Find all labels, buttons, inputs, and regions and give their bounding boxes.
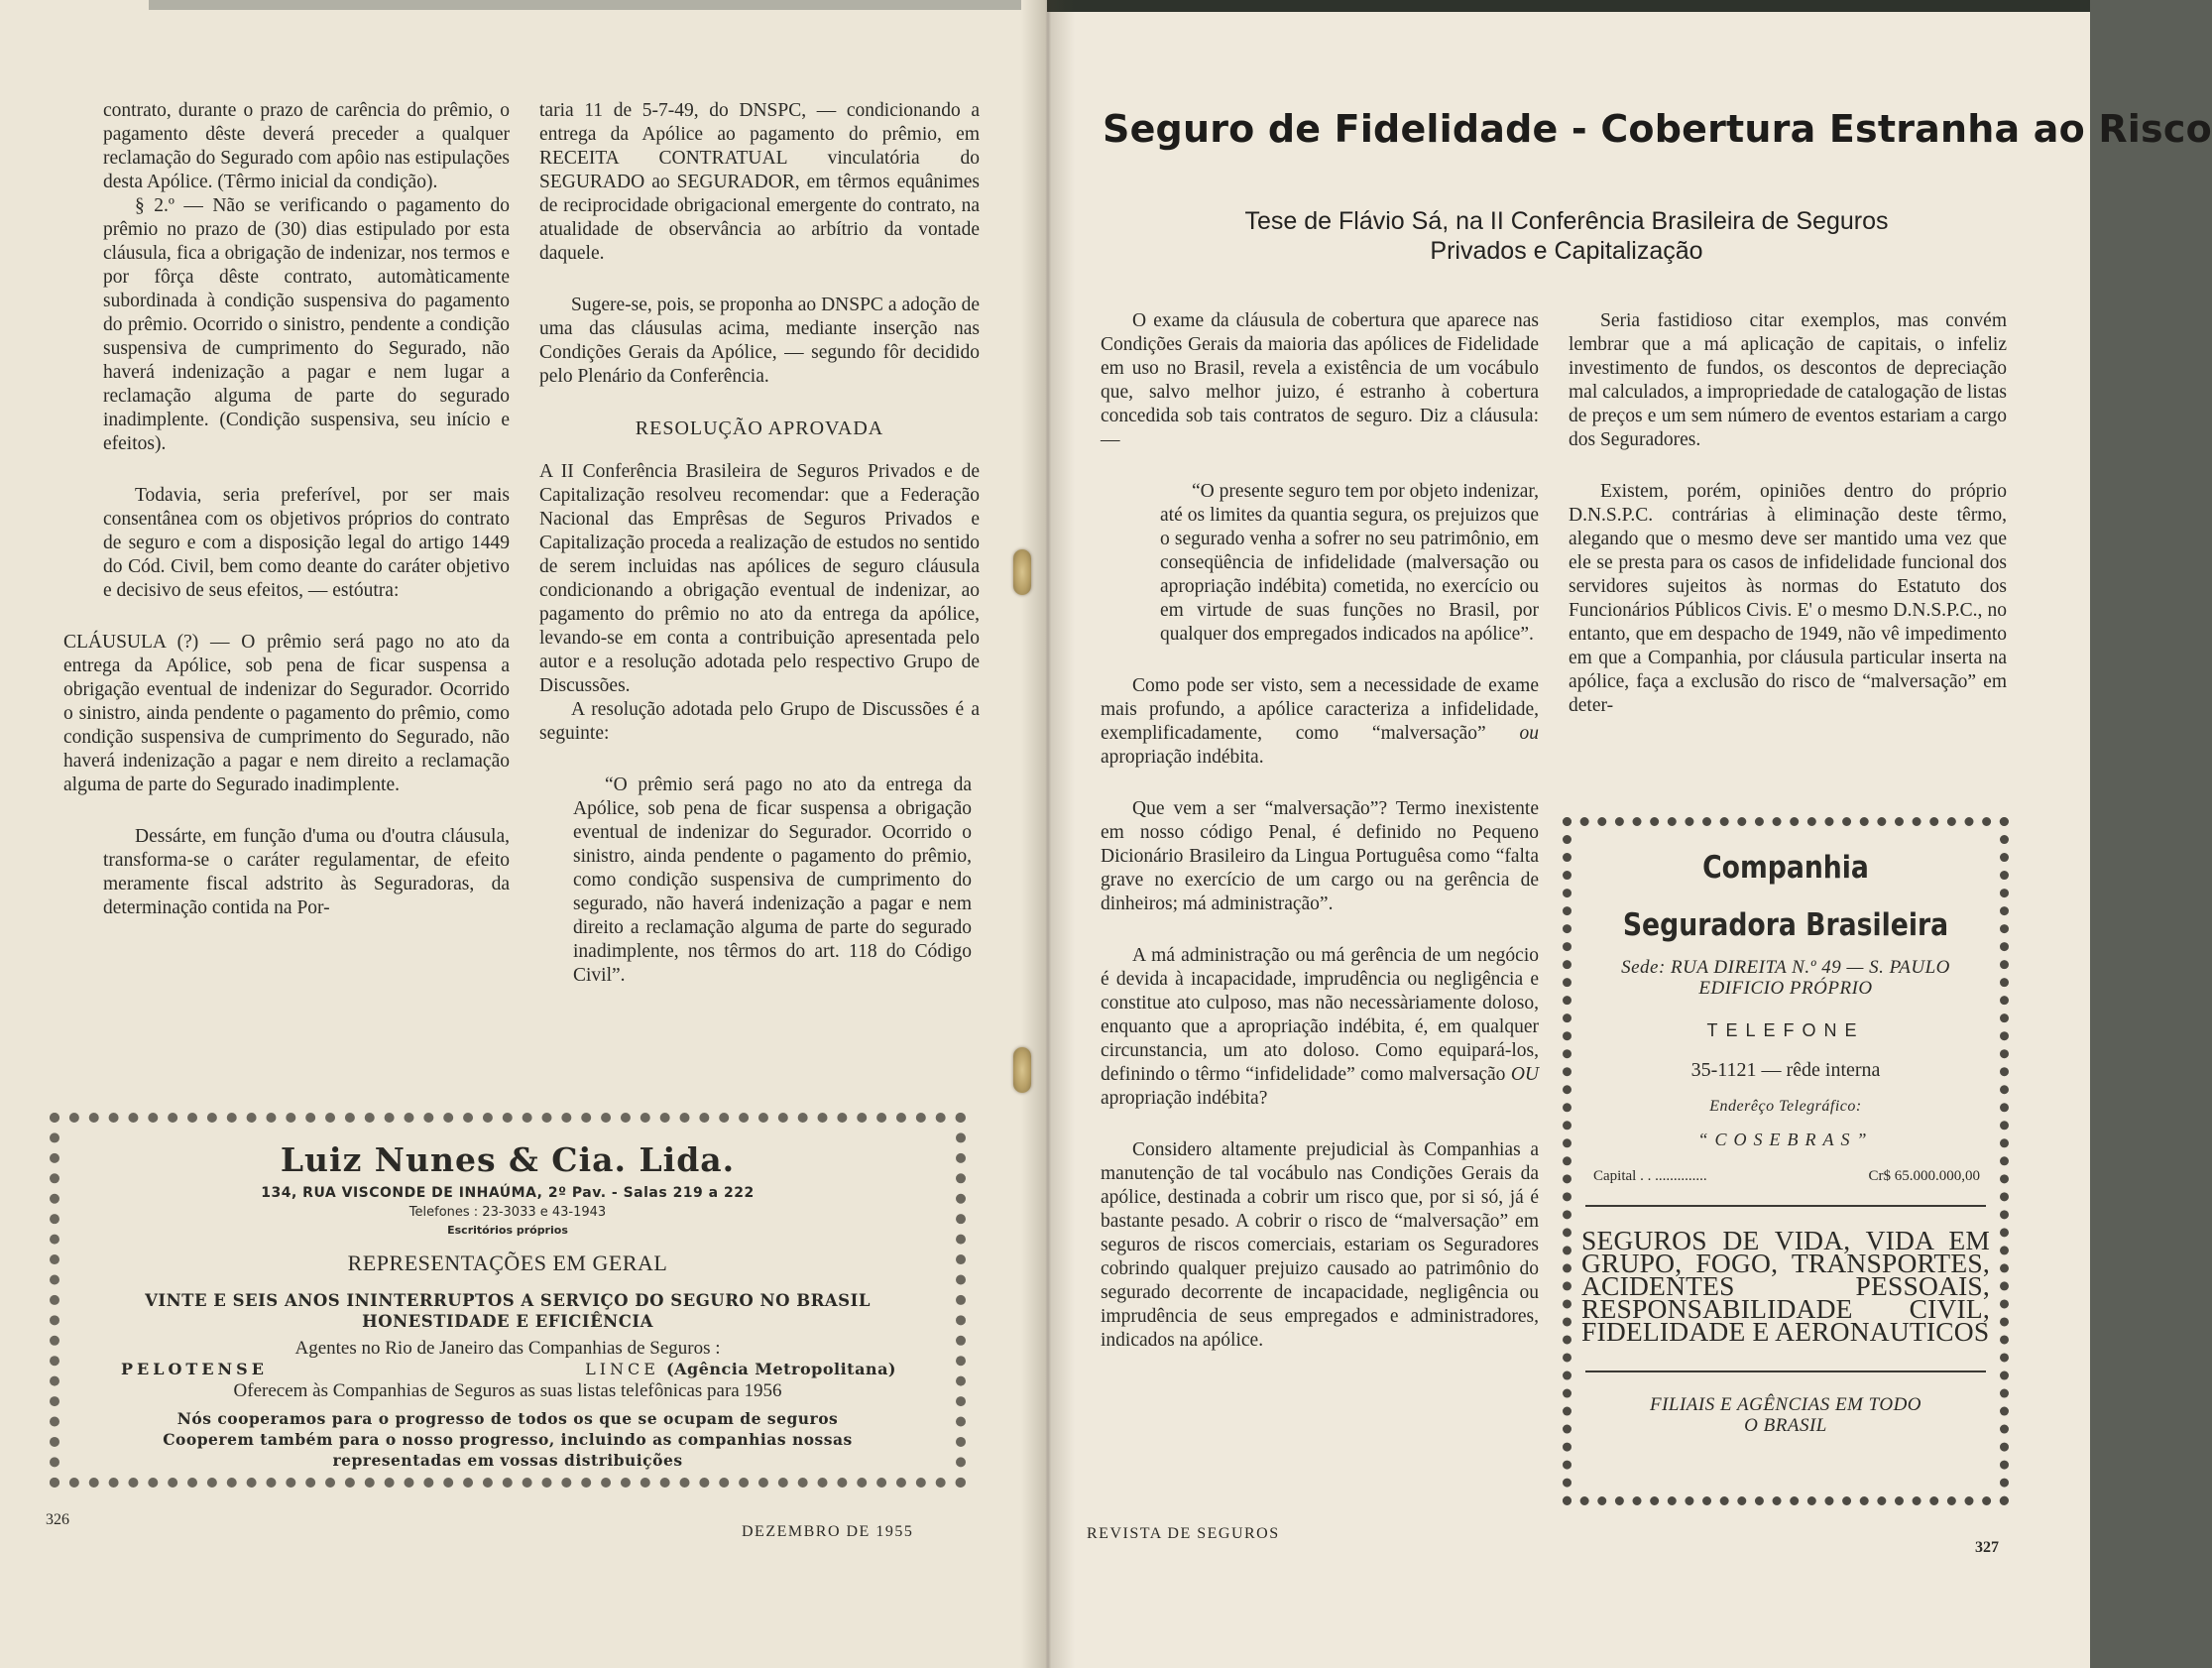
emphasis: ou — [1519, 723, 1539, 744]
paragraph: Dessárte, em função d'uma ou d'outra cláusula, transforma-se o caráter regulamentar, de efeito meramente fiscal adstrito às Seguradoras, da determinação contida na Por- — [103, 826, 510, 918]
left-column-2 — [539, 99, 980, 1015]
quote-paragraph: “O prêmio será pago no ato da entrega da Apólice, sob pena de ficar suspensa a obrigação eventual de indenizar do Segurador. Ocorrido o sinistro, ainda pendente o pagamento do prêmio, como condição suspensiva de cumprimento do segurado, não haverá indenização a pagar e nem direito a reclamação alguma de parte do segurado inadimplente, nos têrmos do art. 118 do Código Civil”. — [573, 774, 972, 986]
text-run: apropriação indébita. — [1101, 747, 1264, 768]
footer-journal: REVISTA DE SEGUROS — [1087, 1525, 1280, 1542]
paragraph: A resolução adotada pelo Grupo de Discussões é a seguinte: — [539, 699, 980, 744]
ad-lince-note: (Agência Metropolitana) — [666, 1360, 896, 1378]
ad-lince — [585, 1360, 896, 1378]
page-number-right: 327 — [1975, 1539, 1999, 1556]
ad-branches-2: O BRASIL — [1744, 1415, 1827, 1436]
ad-slogan: VINTE E SEIS ANOS ININTERRUPTOS A SERVIÇO DO SEGURO NO BRASIL — [145, 1291, 871, 1310]
right-column-2 — [1569, 309, 2007, 746]
ad-name-1: Companhia — [1702, 850, 1869, 886]
ad-name-2: Seguradora Brasileira — [1622, 907, 1949, 943]
ad-phones: Telefones : 23-3033 e 43-1943 — [408, 1205, 607, 1220]
clause-paragraph: CLÁUSULA (?) — O prêmio será pago no ato da entrega da Apólice, sob pena de ficar suspensa a obrigação eventual de indenizar do Segurador. Ocorrido o sinistro, ainda pendente o pagamento do prêmio, como condição suspensiva de cumprimento do Segurado, não haverá indenização a pagar e nem direito a reclamação alguma de parte do Segurado inadimplente. — [63, 632, 510, 795]
paragraph: Todavia, seria preferível, por ser mais consentânea com os objetivos próprios do contrato de seguro e com a disposição legal do artigo 1449 do Cód. Civil, bem como deante do caráter objetivo e decisivo de seus efeitos, — estóutra: — [103, 485, 510, 601]
ad-agents: Agentes no Rio de Janeiro das Companhias de Seguros : — [294, 1338, 721, 1359]
ad-building: EDIFICIO PRÓPRIO — [1698, 978, 1873, 999]
subtitle-line-1: Tese de Flávio Sá, na II Conferência Brasileira de Seguros — [1244, 207, 1889, 235]
text-run: A má administração ou má gerência de um negócio é devida à incapacidade, imprudência ou negligência e constitue ato culposo, mas não necessàriamente doloso, enquanto que a apropriação indébita, é, em qualquer circunstancia, um ato doloso. Como equipará-los, definindo o têrmo “infidelidade” como malversação — [1101, 945, 1539, 1085]
ad-telefone-label: TELEFONE — [1706, 1020, 1865, 1040]
page-edge — [1047, 0, 2090, 12]
left-column-1 — [63, 99, 510, 948]
ad-branches-1: FILIAIS E AGÊNCIAS EM TODO — [1649, 1394, 1922, 1415]
divider — [1585, 1370, 1986, 1372]
capital-value: Cr$ 65.000.000,00 — [1868, 1168, 1980, 1184]
paragraph: A II Conferência Brasileira de Seguros Privados e de Capitalização resolveu recomendar: que a Federação Nacional das Emprêsas de Seguros Privados e Capitalização proceda a realização de estudos no sentido de serem incluidas nas apólices de seguro cláusula condicionando a obrigação eventual de indenizar, ao pagamento do prêmio no ato da entrega da apólice, levando-se em conta a contribuição apresentada pelo autor e a resolução adotada pelo respectivo Grupo de Discussões. — [539, 461, 980, 696]
ad-lines-of-business: SEGUROS DE VIDA, VIDA EM GRUPO, FOGO, TRANSPORTES, ACIDENTES PESSOAIS, RESPONSABILIDADE CIVIL, FIDELIDADE E AERONAUTICOS — [1581, 1225, 1990, 1347]
section-heading: RESOLUÇÃO APROVADA — [635, 417, 884, 439]
right-column-1 — [1101, 309, 1539, 1380]
ad-telegraphic-label: Enderêço Telegráfico: — [1709, 1098, 1862, 1115]
footer-date: DEZEMBRO DE 1955 — [742, 1523, 914, 1540]
ad-offer: Oferecem às Companhias de Seguros as suas listas telefônicas para 1956 — [233, 1380, 782, 1401]
paragraph: Que vem a ser “malversação”? Termo inexistente em nosso código Penal, é definido no Pequeno Dicionário Brasileiro da Lingua Portuguêsa como “falta grave no exercício de um cargo ou na gerência de dinheiros; má administração”. — [1101, 798, 1539, 914]
capital-label: Capital . . .............. — [1593, 1168, 1707, 1184]
article-title: Seguro de Fidelidade - Cobertura Estranha ao Risco — [1103, 107, 2212, 151]
page-number-left: 326 — [46, 1511, 69, 1528]
ad-representations: REPRESENTAÇÕES EM GERAL — [347, 1251, 668, 1275]
ad-offices: Escritórios próprios — [447, 1224, 568, 1237]
paragraph: Sugere-se, pois, se proponha ao DNSPC a adoção de uma das cláusulas acima, mediante inserção nas Condições Gerais da Apólice, — segundo fôr decidido pelo Plenário da Conferência. — [539, 295, 980, 387]
paragraph: § 2.º — Não se verificando o pagamento do prêmio no prazo de (30) dias estipulado por esta cláusula, fica a obrigação de indenizar, nos termos e por fôrça dêste contrato, automàticamente subordinada à condição suspensiva do pagamento do prêmio. Ocorrido o sinistro, pendente a condição suspensiva de cumprimento do Segurado, não haverá indenização a pagar e nem lugar a reclamação alguma de parte do segurado inadimplente. (Condição suspensiva, seu início e efeitos). — [103, 195, 510, 454]
ad-sede: Sede: RUA DIREITA N.º 49 — S. PAULO — [1621, 957, 1950, 978]
paragraph: Considero altamente prejudicial às Companhias a manutenção de tal vocábulo nas Condições Gerais da apólice, destinada a cobrir um risco que, por si só, já é bastante pesado. A cobrir o risco de “malversação” em seguros de riscos comerciais, estariam os Seguradores cobrindo qualquer prejuizo causado ao patrimônio do segurado decorrente de incapacidade, negligência ou imprudência de seus empregados e administradores, indicados na apólice. — [1101, 1139, 1539, 1351]
left-page — [0, 0, 1047, 1668]
ad-telefone-number: 35-1121 — rêde interna — [1690, 1059, 1881, 1081]
paragraph: O exame da cláusula de cobertura que aparece nas Condições Gerais da maioria das apólices de Fidelidade em uso no Brasil, revela a existência de um vocábulo que, salvo melhor juizo, é estranho à cobertura concedida sob tais contratos de seguro. Diz a cláusula: — — [1101, 310, 1539, 450]
subtitle-line-2: Privados e Capitalização — [1430, 237, 1703, 265]
quote-paragraph: “O presente seguro tem por objeto indenizar, até os limites da quantia segura, os prejuizos que o segurado venha a sofrer no seu patrimônio, em conseqüência de infidelidade (malversação ou apropriação indébita) cometida, no exercício ou em virtude de suas funções no Brasil, por qualquer dos empregados indicados na apólice”. — [1160, 481, 1539, 645]
ad-companies-row — [59, 1360, 956, 1378]
companhia-seguradora-advertisement — [1563, 817, 2009, 1505]
ad-coop-3: representadas em vossas distribuições — [332, 1451, 683, 1470]
paragraph: contrato, durante o prazo de carência do prêmio, o pagamento dêste deverá preceder a qualquer reclamação do Segurado com apôio nas estipulações desta Apólice. (Têrmo inicial da condição). — [103, 100, 510, 192]
ad-coop-2: Cooperem também para o nosso progresso, incluindo as companhias nossas — [163, 1430, 853, 1449]
article-subtitle — [1140, 206, 1993, 266]
paragraph: taria 11 de 5-7-49, do DNSPC, — condicionando a entrega da Apólice ao pagamento do prêmio, em RECEITA CONTRATUAL vinculatória do SEGURADO ao SEGURADOR, em têrmos equânimes de reciprocidade obrigacional emergente do contrato, na atualidade de observância ao arbítrio da vontade daquele. — [539, 100, 980, 264]
ad-address: 134, RUA VISCONDE DE INHAÚMA, 2º Pav. - Salas 219 a 222 — [261, 1185, 755, 1201]
staple-bottom — [1013, 1047, 1031, 1093]
paragraph — [1101, 674, 1539, 770]
ad-telegraphic-address: “COSEBRAS” — [1697, 1130, 1874, 1149]
ad-capital — [1593, 1168, 1980, 1185]
ad-slogan-2: HONESTIDADE E EFICIÊNCIA — [362, 1312, 653, 1331]
ad-pelotense: PELOTENSE — [121, 1360, 268, 1378]
page-edge — [149, 0, 1021, 10]
emphasis: OU — [1510, 1064, 1539, 1085]
staple-top — [1013, 549, 1031, 595]
ad-coop-1: Nós cooperamos para o progresso de todos os que se ocupam de seguros — [176, 1409, 839, 1428]
ad-lince-name: LINCE — [585, 1360, 659, 1378]
text-run: apropriação indébita? — [1101, 1088, 1268, 1109]
paragraph: Seria fastidioso citar exemplos, mas convém lembrar que a má aplicação de capitais, o infeliz investimento de fundos, os descontos de depreciação mal calculados, a impropriedade de catalogação de listas de preços e um sem número de eventos estariam a cargo dos Seguradores. — [1569, 310, 2007, 450]
luiz-nunes-advertisement — [50, 1113, 966, 1488]
paragraph: Existem, porém, opiniões dentro do próprio D.N.S.P.C. contrárias à eliminação deste têrmo, alegando que o mesmo deve ser mantido uma vez que ele se presta para os casos de infidelidade funcional dos servidores sujeitos às normas do Estatuto dos Funcionários Públicos Civis. E' o mesmo D.N.S.P.C., no entanto, que em despacho de 1949, não vê impedimento em que a Companhia, por cláusula particular inserta na apólice, faça a exclusão do risco de “malversação” em deter- — [1569, 481, 2007, 716]
text-run: Como pode ser visto, sem a necessidade de exame mais profundo, a apólice caracteriza a infidelidade, exemplificadamente, como “malversação” — [1101, 675, 1539, 744]
ad-company-name: Luiz Nunes & Cia. Lida. — [280, 1140, 736, 1179]
paragraph — [1101, 944, 1539, 1111]
book-gutter — [1021, 0, 1075, 1668]
divider — [1585, 1205, 1986, 1207]
